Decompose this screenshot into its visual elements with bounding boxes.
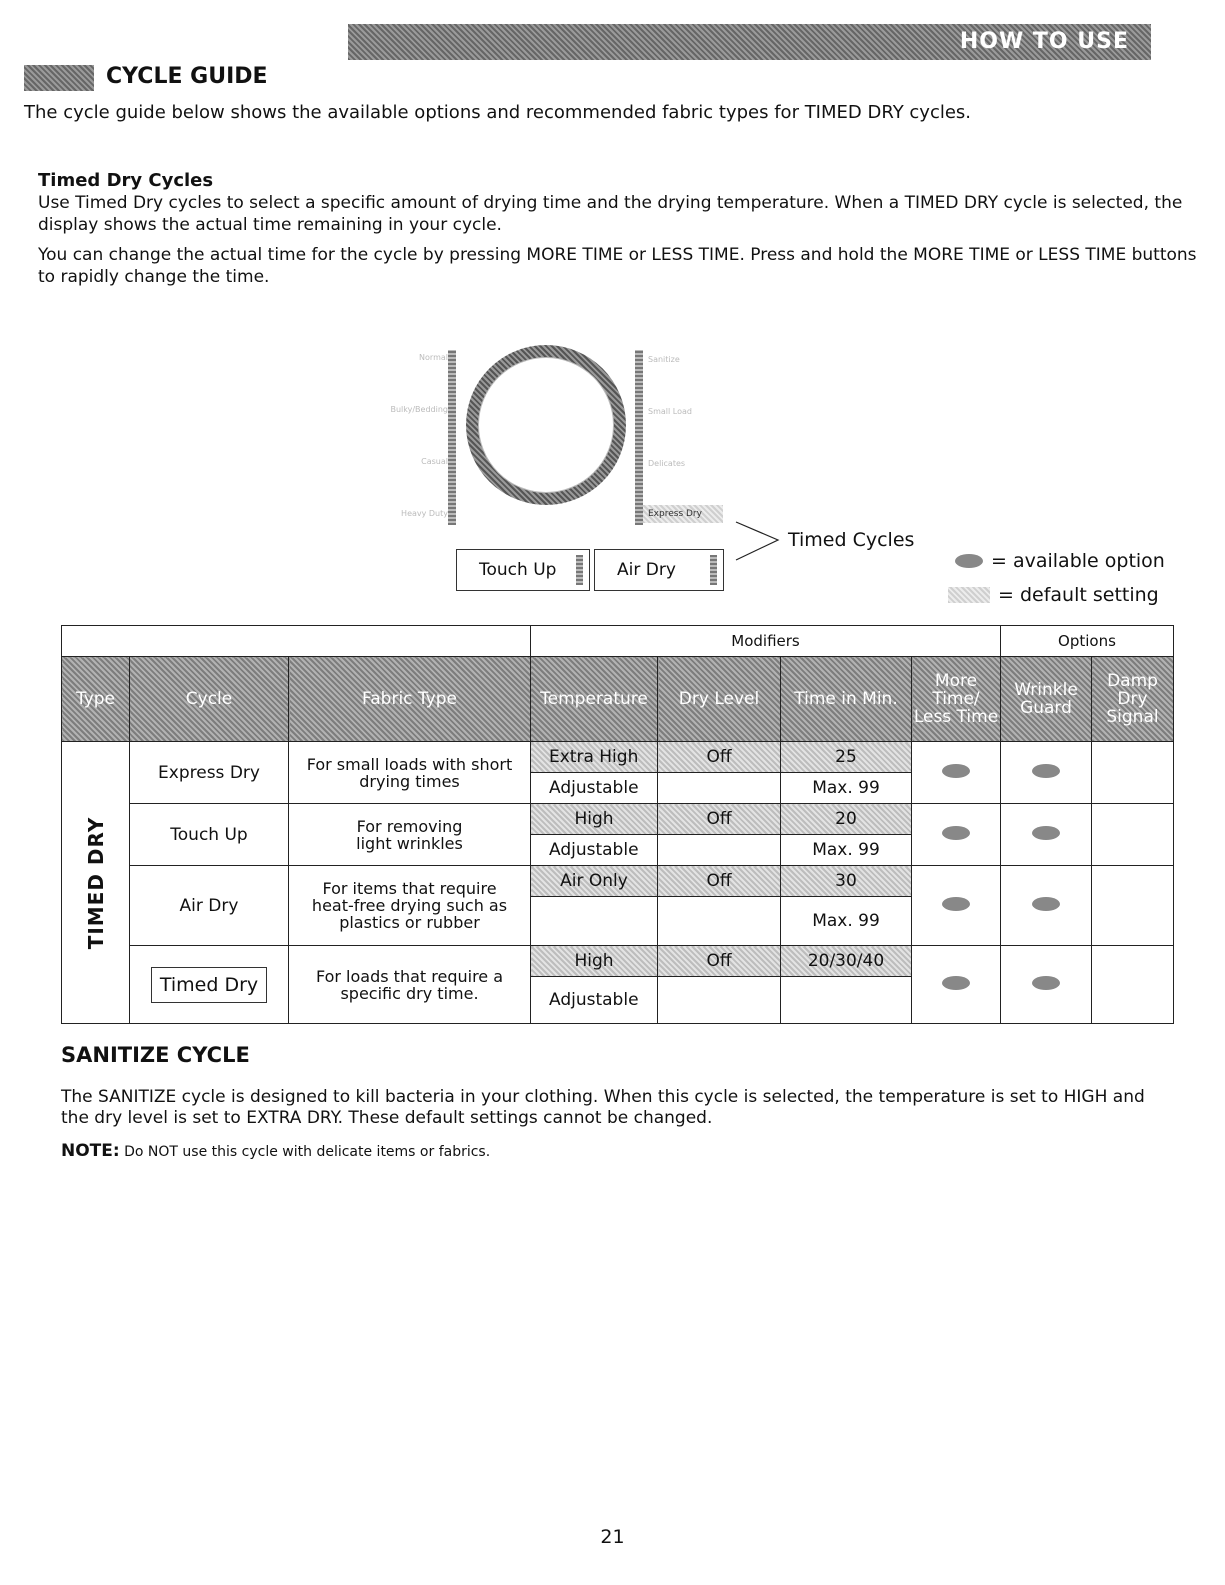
time-max: Max. 99 [781,773,912,804]
time-max [781,977,912,1024]
fabric-air-dry-text: For items that require heat-free drying such as plastics or rubber [311,879,508,932]
time-default: 30 [781,866,912,897]
control-panel-illustration [360,345,760,595]
type-cell [62,742,130,1024]
fabric-air-dry [289,866,531,946]
available-dot-icon [942,826,970,840]
page-number: 21 [600,1526,625,1548]
fabric-touch-up-text: For removing light wrinkles [356,816,463,853]
banner-text: HOW TO USE [959,29,1129,54]
sanitize-title: SANITIZE CYCLE [61,1043,250,1067]
time-default: 25 [781,742,912,773]
temp-default: Air Only [531,866,658,897]
available-dot-icon [1032,976,1060,990]
more-less-option [912,742,1001,804]
available-dot-icon [942,976,970,990]
fabric-timed-dry-text: For loads that require a specific dry time. [315,966,504,1003]
dry-adjustable [658,835,781,866]
col-cycle: Cycle [130,657,289,742]
temp-default: Extra High [531,742,658,773]
damp-option [1092,946,1174,1024]
timed-dry-paragraph-2: You can change the actual time for the cycle by pressing MORE TIME or LESS TIME. Press and hold the MORE TIME or LESS TIME buttons to rapidly change the time. [38,245,1197,287]
cycle-label-delicates: Delicates [648,459,686,468]
cycle-label-sanitize: Sanitize [648,355,680,364]
more-less-option [912,804,1001,866]
time-default: 20 [781,804,912,835]
temp-default: High [531,946,658,977]
damp-option [1092,866,1174,946]
cycle-air-dry: Air Dry [130,866,289,946]
air-dry-indicator [710,555,717,585]
cycle-express-dry: Express Dry [130,742,289,804]
dry-default: Off [658,866,781,897]
temp-adjustable: Adjustable [531,977,658,1024]
legend-default [948,584,1159,606]
temp-adjustable [531,897,658,946]
available-dot-icon [1032,826,1060,840]
section-marker [24,65,94,91]
blank-group-header [62,626,531,657]
intro-text: The cycle guide below shows the available options and recommended fabric types for TIMED DRY cycles. [24,102,972,123]
wrinkle-option [1001,804,1092,866]
col-damp-dry-signal: Damp Dry Signal [1092,657,1174,742]
col-type: Type [62,657,130,742]
available-dot-icon [955,554,983,568]
more-less-option [912,946,1001,1024]
dry-adjustable [658,773,781,804]
damp-option [1092,804,1174,866]
col-temperature: Temperature [531,657,658,742]
legend-default-text: = default setting [998,584,1159,606]
col-fabric-type: Fabric Type [289,657,531,742]
more-less-option [912,866,1001,946]
fabric-express-dry: For small loads with short drying times [289,742,531,804]
available-dot-icon [1032,897,1060,911]
cycle-touch-up: Touch Up [130,804,289,866]
dry-adjustable [658,897,781,946]
cycle-dial [466,345,626,505]
col-dry-level: Dry Level [658,657,781,742]
air-dry-button [594,549,724,591]
available-dot-icon [942,764,970,778]
touch-up-button [456,549,590,591]
dry-adjustable [658,977,781,1024]
note-label: NOTE: [61,1141,120,1161]
touch-up-label: Touch Up [479,560,557,580]
sanitize-note [61,1141,490,1161]
time-max: Max. 99 [781,897,912,946]
time-default: 20/30/40 [781,946,912,977]
timed-dry-heading: Timed Dry Cycles [38,170,214,191]
fabric-touch-up [289,804,531,866]
timed-cycles-label: Timed Cycles [788,529,915,551]
left-indicator-strip [448,350,456,525]
dry-default: Off [658,946,781,977]
default-swatch-icon [948,587,990,603]
legend-available-text: = available option [991,550,1165,572]
cycle-label-heavy-duty: Heavy Duty [401,509,448,518]
wrinkle-option [1001,946,1092,1024]
cycle-label-casual: Casual [421,457,448,466]
section-title: CYCLE GUIDE [106,64,268,89]
col-wrinkle-guard: Wrinkle Guard [1001,657,1092,742]
air-dry-label: Air Dry [617,560,676,580]
cycle-label-small-load: Small Load [648,407,692,416]
available-dot-icon [942,897,970,911]
touch-up-indicator [576,555,583,585]
type-timed-dry: TIMED DRY [83,816,108,949]
dry-default: Off [658,804,781,835]
sanitize-text: The SANITIZE cycle is designed to kill bacteria in your clothing. When this cycle is selected, the temperature is set to HIGH and the dry level is set to EXTRA DRY. These default settings cannot be changed. [61,1087,1145,1128]
temp-adjustable: Adjustable [531,835,658,866]
temp-default: High [531,804,658,835]
cycle-label-normal: Normal [419,353,448,362]
time-max: Max. 99 [781,835,912,866]
note-text: Do NOT use this cycle with delicate items or fabrics. [119,1144,491,1160]
timed-cycles-pointer [734,520,784,562]
dry-default: Off [658,742,781,773]
cycle-label-express-dry: Express Dry [648,509,702,519]
modifiers-header: Modifiers [531,626,1001,657]
timed-dry-button-icon: Timed Dry [151,967,267,1003]
col-time: Time in Min. [781,657,912,742]
cycle-guide-table [61,625,1174,1024]
col-more-less-time: More Time/ Less Time [912,657,1001,742]
options-header: Options [1001,626,1174,657]
cycle-label-bulky: Bulky/Bedding [390,405,448,414]
damp-option [1092,742,1174,804]
available-dot-icon [1032,764,1060,778]
fabric-timed-dry [289,946,531,1024]
timed-dry-paragraph-1: Use Timed Dry cycles to select a specific amount of drying time and the drying temperature. When a TIMED DRY cycle is selected, the display shows the actual time remaining in your cycle. [38,193,1183,235]
temp-adjustable: Adjustable [531,773,658,804]
wrinkle-option [1001,742,1092,804]
wrinkle-option [1001,866,1092,946]
legend-available [955,550,1165,572]
right-indicator-strip [635,350,643,525]
cycle-timed-dry [130,946,289,1024]
